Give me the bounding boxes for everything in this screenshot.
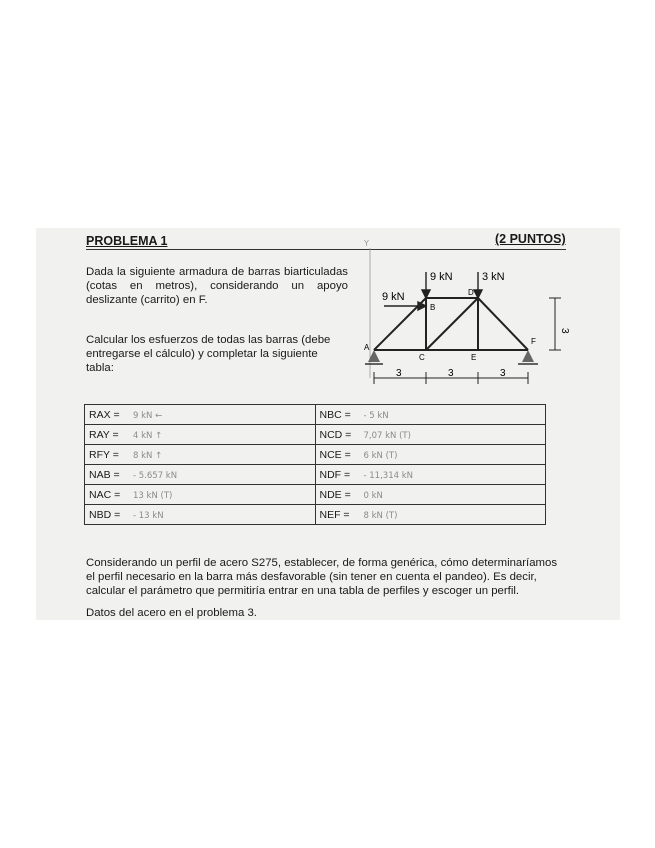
table-row (85, 485, 546, 505)
dimension-label: 3 (448, 368, 454, 379)
cell-label: NDF = (319, 468, 351, 481)
roller-support-f (522, 350, 534, 362)
statement-paragraph-3: Considerando un perfil de acero S275, establecer, de forma genérica, cómo determinaríamos el perfil necesario en la barra más desfavorable (sin tener en cuenta el pandeo). Es decir, calcular el parámetro que permitiría entrar en una tabla de perfiles y escoger un perfil. (86, 557, 558, 597)
table-cell (315, 425, 546, 445)
table-row (85, 445, 546, 465)
table-row (85, 425, 546, 445)
table-cell (315, 485, 546, 505)
table-row (85, 405, 546, 425)
cell-label: RFY = (89, 448, 119, 461)
load-label: 3 kN (482, 271, 505, 283)
statement-paragraph-4: Datos del acero en el problema 3. (86, 607, 257, 619)
cell-label: RAX = (89, 408, 120, 421)
cell-label: NAC = (89, 488, 121, 501)
table-cell (315, 405, 546, 425)
handwritten-value: 8 kN ↑ (133, 450, 163, 461)
axis-label: Y (364, 239, 369, 248)
handwritten-value: - 11,314 kN (363, 470, 413, 481)
node-label: E (471, 353, 477, 362)
handwritten-value: 7,07 kN (T) (363, 430, 411, 441)
table-cell (85, 445, 316, 465)
dimension-label: 3 (559, 328, 570, 334)
handwritten-value: 4 kN ↑ (133, 430, 163, 441)
cell-label: NBD = (89, 508, 121, 521)
node-label: D (468, 288, 474, 297)
table-row (85, 465, 546, 485)
node-label: A (364, 343, 370, 352)
problem-points: (2 PUNTOS) (495, 232, 566, 246)
cell-label: NCD = (319, 428, 352, 441)
handwritten-value: - 5 kN (363, 410, 389, 421)
cell-label: NEF = (319, 508, 350, 521)
table-row (85, 505, 546, 525)
statement-paragraph-1: Dada la siguiente armadura de barras biarticuladas (cotas en metros), considerando un apoyo deslizante (carrito) en F. (86, 266, 348, 306)
table-cell (315, 465, 546, 485)
handwritten-value: 9 kN ← (133, 410, 163, 421)
node-label: B (430, 303, 436, 312)
cell-label: NDE = (319, 488, 351, 501)
truss-diagram (350, 238, 600, 388)
cell-label: NAB = (89, 468, 120, 481)
cell-label: RAY = (89, 428, 119, 441)
table-cell (315, 505, 546, 525)
results-table (84, 404, 546, 525)
problem-title: PROBLEMA 1 (86, 234, 168, 248)
load-label: 9 kN (430, 271, 453, 283)
table-cell (85, 425, 316, 445)
statement-paragraph-2: Calcular los esfuerzos de todas las barras (debe entregarse el cálculo) y completar la siguiente tabla: (86, 334, 331, 374)
handwritten-value: - 13 kN (133, 510, 164, 521)
cell-label: NCE = (319, 448, 351, 461)
node-label: C (419, 353, 425, 362)
cell-label: NBC = (319, 408, 351, 421)
load-label: 9 kN (382, 291, 405, 303)
handwritten-value: 6 kN (T) (363, 450, 398, 461)
table-cell (85, 465, 316, 485)
table-cell (85, 405, 316, 425)
dimension-label: 3 (500, 368, 506, 379)
handwritten-value: 0 kN (363, 490, 383, 501)
table-cell (315, 445, 546, 465)
handwritten-value: 8 kN (T) (363, 510, 398, 521)
table-cell (85, 485, 316, 505)
dimension-label: 3 (396, 368, 402, 379)
handwritten-value: 13 kN (T) (133, 490, 173, 501)
handwritten-value: - 5.657 kN (133, 470, 178, 481)
table-cell (85, 505, 316, 525)
node-label: F (531, 337, 536, 346)
